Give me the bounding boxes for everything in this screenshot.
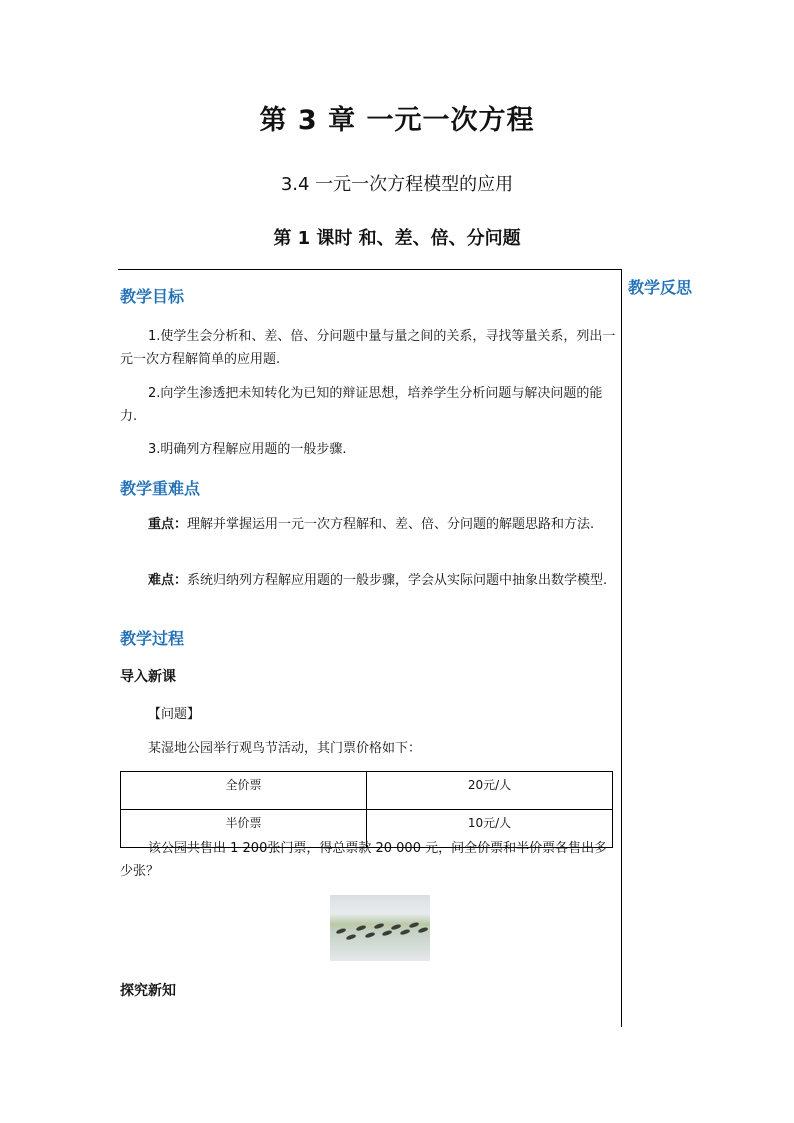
key-point [120,513,616,536]
bird-shape [382,930,393,937]
bird-shape [356,925,367,932]
reflection-heading: 教学反思 [628,278,693,297]
bird-shape [346,934,357,941]
problem-text: 某湿地公园举行观鸟节活动，其门票价格如下： [148,741,422,756]
bird-shape [400,929,411,936]
fare-type-cell: 半价票 [121,810,367,848]
fare-price-cell: 10元/人 [367,810,613,848]
difficult-point-text: 系统归纳列方程解应用题的一般步骤，学会从实际问题中抽象出数学模型. [187,573,608,588]
column-divider [621,269,622,1027]
problem-tag: 【问题】 [148,707,201,722]
top-rule [118,269,621,270]
intro-heading: 导入新课 [120,669,176,685]
lesson-title: 第 1 课时 和、差、倍、分问题 [273,228,521,249]
birds-photo [330,895,430,961]
objective-2: 2.向学生渗透把未知转化为已知的辩证思想，培养学生分析问题与解决问题的能力. [120,386,603,424]
explore-heading: 探究新知 [120,983,176,999]
section-title: 3.4 一元一次方程模型的应用 [280,174,514,195]
bird-shape [365,932,376,939]
difficult-point [120,569,616,592]
table-row [121,772,613,810]
process-heading: 教学过程 [120,629,185,648]
fare-type-cell: 全价票 [121,772,367,810]
bird-shape [374,923,385,930]
bird-shape [418,927,429,934]
bird-shape [409,922,420,929]
objective-3: 3.明确列方程解应用题的一般步骤. [148,442,347,457]
objectives-heading: 教学目标 [120,287,185,306]
difficult-point-label: 难点： [148,573,188,588]
bird-shape [336,928,347,935]
key-points-heading: 教学重难点 [120,479,201,498]
objective-1: 1.使学生会分析和、差、倍、分问题中量与量之间的关系，寻找等量关系，列出一元一次方程解简单的应用题. [120,329,616,367]
key-point-label: 重点： [148,517,188,532]
fare-price-cell: 20元/人 [367,772,613,810]
question-text: 该公园共售出 1 200张门票，得总票款 20 000 元，问全价票和半价票各售出多少张？ [120,841,608,879]
bird-shape [391,924,402,931]
key-point-text: 理解并掌握运用一元一次方程解和、差、倍、分问题的解题思路和方法. [187,517,595,532]
chapter-title: 第 3 章 一元一次方程 [259,105,535,136]
